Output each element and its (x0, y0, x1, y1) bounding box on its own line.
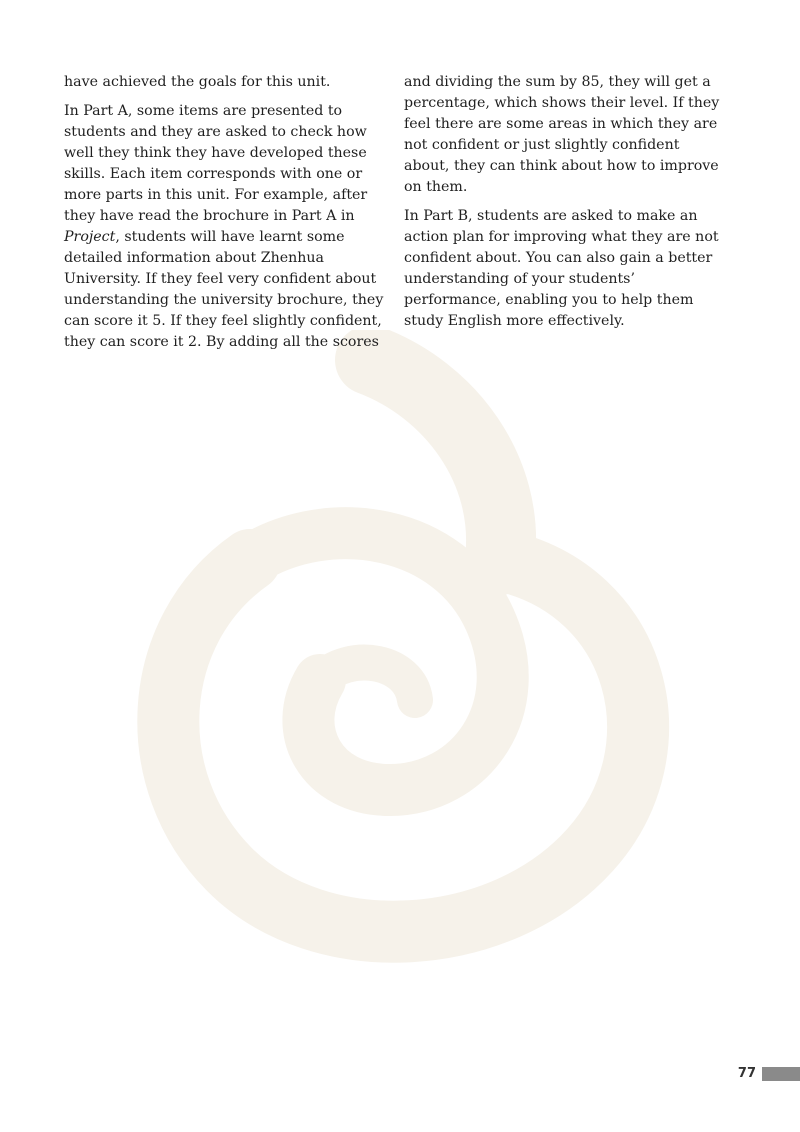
page-number: 77 (737, 1066, 756, 1081)
paragraph (404, 72, 724, 198)
paragraph (404, 206, 724, 332)
paragraph (64, 72, 384, 93)
italic-term: Project (64, 229, 116, 245)
right-column (404, 72, 724, 361)
swirl-watermark-icon (120, 330, 680, 970)
page-number-bar (762, 1067, 800, 1081)
paragraph (64, 101, 384, 353)
paragraph-text: and dividing the sum by 85, they will get a percentage, which shows their level. If they feel there are some areas in which they are not confident or just slightly confident about, they can think about how to improve on them. (404, 74, 720, 195)
page-footer (738, 1066, 800, 1082)
paragraph-text: have achieved the goals for this unit. (64, 74, 331, 90)
paragraph-text: In Part B, students are asked to make an action plan for improving what they are not confident about. You can also gain a better understanding of your students’ performance, enabling you to help them study English more effectively. (404, 208, 719, 329)
paragraph-text: , students will have learnt some detailed information about Zhenhua University. If they feel very confident about understanding the university brochure, they can score it 5. If they feel slightly confident, they can score it 2. By adding all the scores (64, 229, 384, 350)
paragraph-text: In Part A, some items are presented to students and they are asked to check how well they think they have developed these skills. Each item corresponds with one or more parts in this unit. For example, after they have read the brochure in Part A in (64, 103, 368, 224)
text-columns (64, 72, 724, 361)
left-column (64, 72, 384, 361)
